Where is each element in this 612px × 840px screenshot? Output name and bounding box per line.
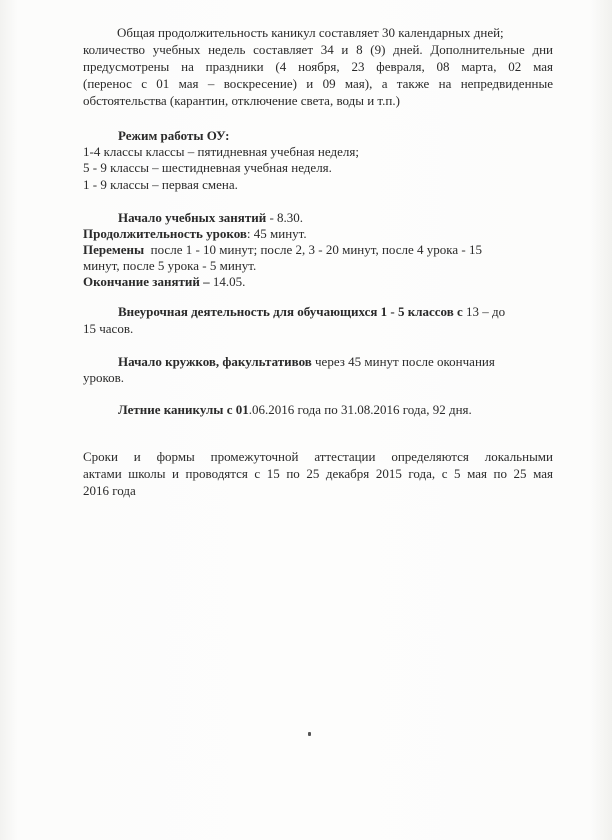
vacation-line-3: предусмотрены на праздники (4 ноября, 23 февраля, 08 марта, 02 мая (83, 59, 553, 74)
clubs-line-2: уроков. (83, 370, 125, 385)
extracurricular-line-1: Внеурочная деятельность для обучающихся 1 - 5 классов с 13 – до (118, 304, 506, 319)
mode-item-1: 1-4 классы классы – пятидневная учебная неделя; (83, 144, 359, 159)
vacation-line-1: Общая продолжительность каникул составляет 30 календарных дней; (117, 25, 504, 40)
breaks-line-1: Перемены после 1 - 10 минут; после 2, 3 - 20 минут, после 4 урока - 15 (83, 242, 482, 257)
attestation-line-1: Сроки и формы промежуточной аттестации определяются локальными (83, 449, 553, 464)
mode-heading: Режим работы ОУ: (118, 128, 230, 143)
vacation-line-5: обстоятельства (карантин, отключение света, воды и т.п.) (83, 93, 400, 108)
attestation-line-3: 2016 года (83, 483, 136, 498)
summer-vacation: Летние каникулы с 01.06.2016 года по 31.08.2016 года, 92 дня. (118, 402, 472, 417)
start-time: Начало учебных занятий - 8.30. (118, 210, 304, 225)
mode-item-3: 1 - 9 классы – первая смена. (83, 177, 238, 192)
vacation-line-4: (перенос с 01 мая – воскресение) и 09 мая), а также на непредвиденные (83, 76, 553, 91)
breaks-line-2: минут, после 5 урока - 5 минут. (83, 258, 257, 273)
scan-speck (308, 732, 311, 736)
lesson-duration: Продолжительность уроков: 45 минут. (83, 226, 307, 241)
end-time: Окончание занятий – 14.05. (83, 274, 246, 289)
vacation-line-2: количество учебных недель составляет 34 и 8 (9) дней. Дополнительные дни (83, 42, 553, 57)
mode-item-2: 5 - 9 классы – шестидневная учебная неделя. (83, 160, 332, 175)
clubs-line-1: Начало кружков, факультативов через 45 минут после окончания (118, 354, 495, 369)
attestation-line-2: актами школы и проводятся с 15 по 25 декабря 2015 года, с 5 мая по 25 мая (83, 466, 553, 481)
extracurricular-line-2: 15 часов. (83, 321, 134, 336)
